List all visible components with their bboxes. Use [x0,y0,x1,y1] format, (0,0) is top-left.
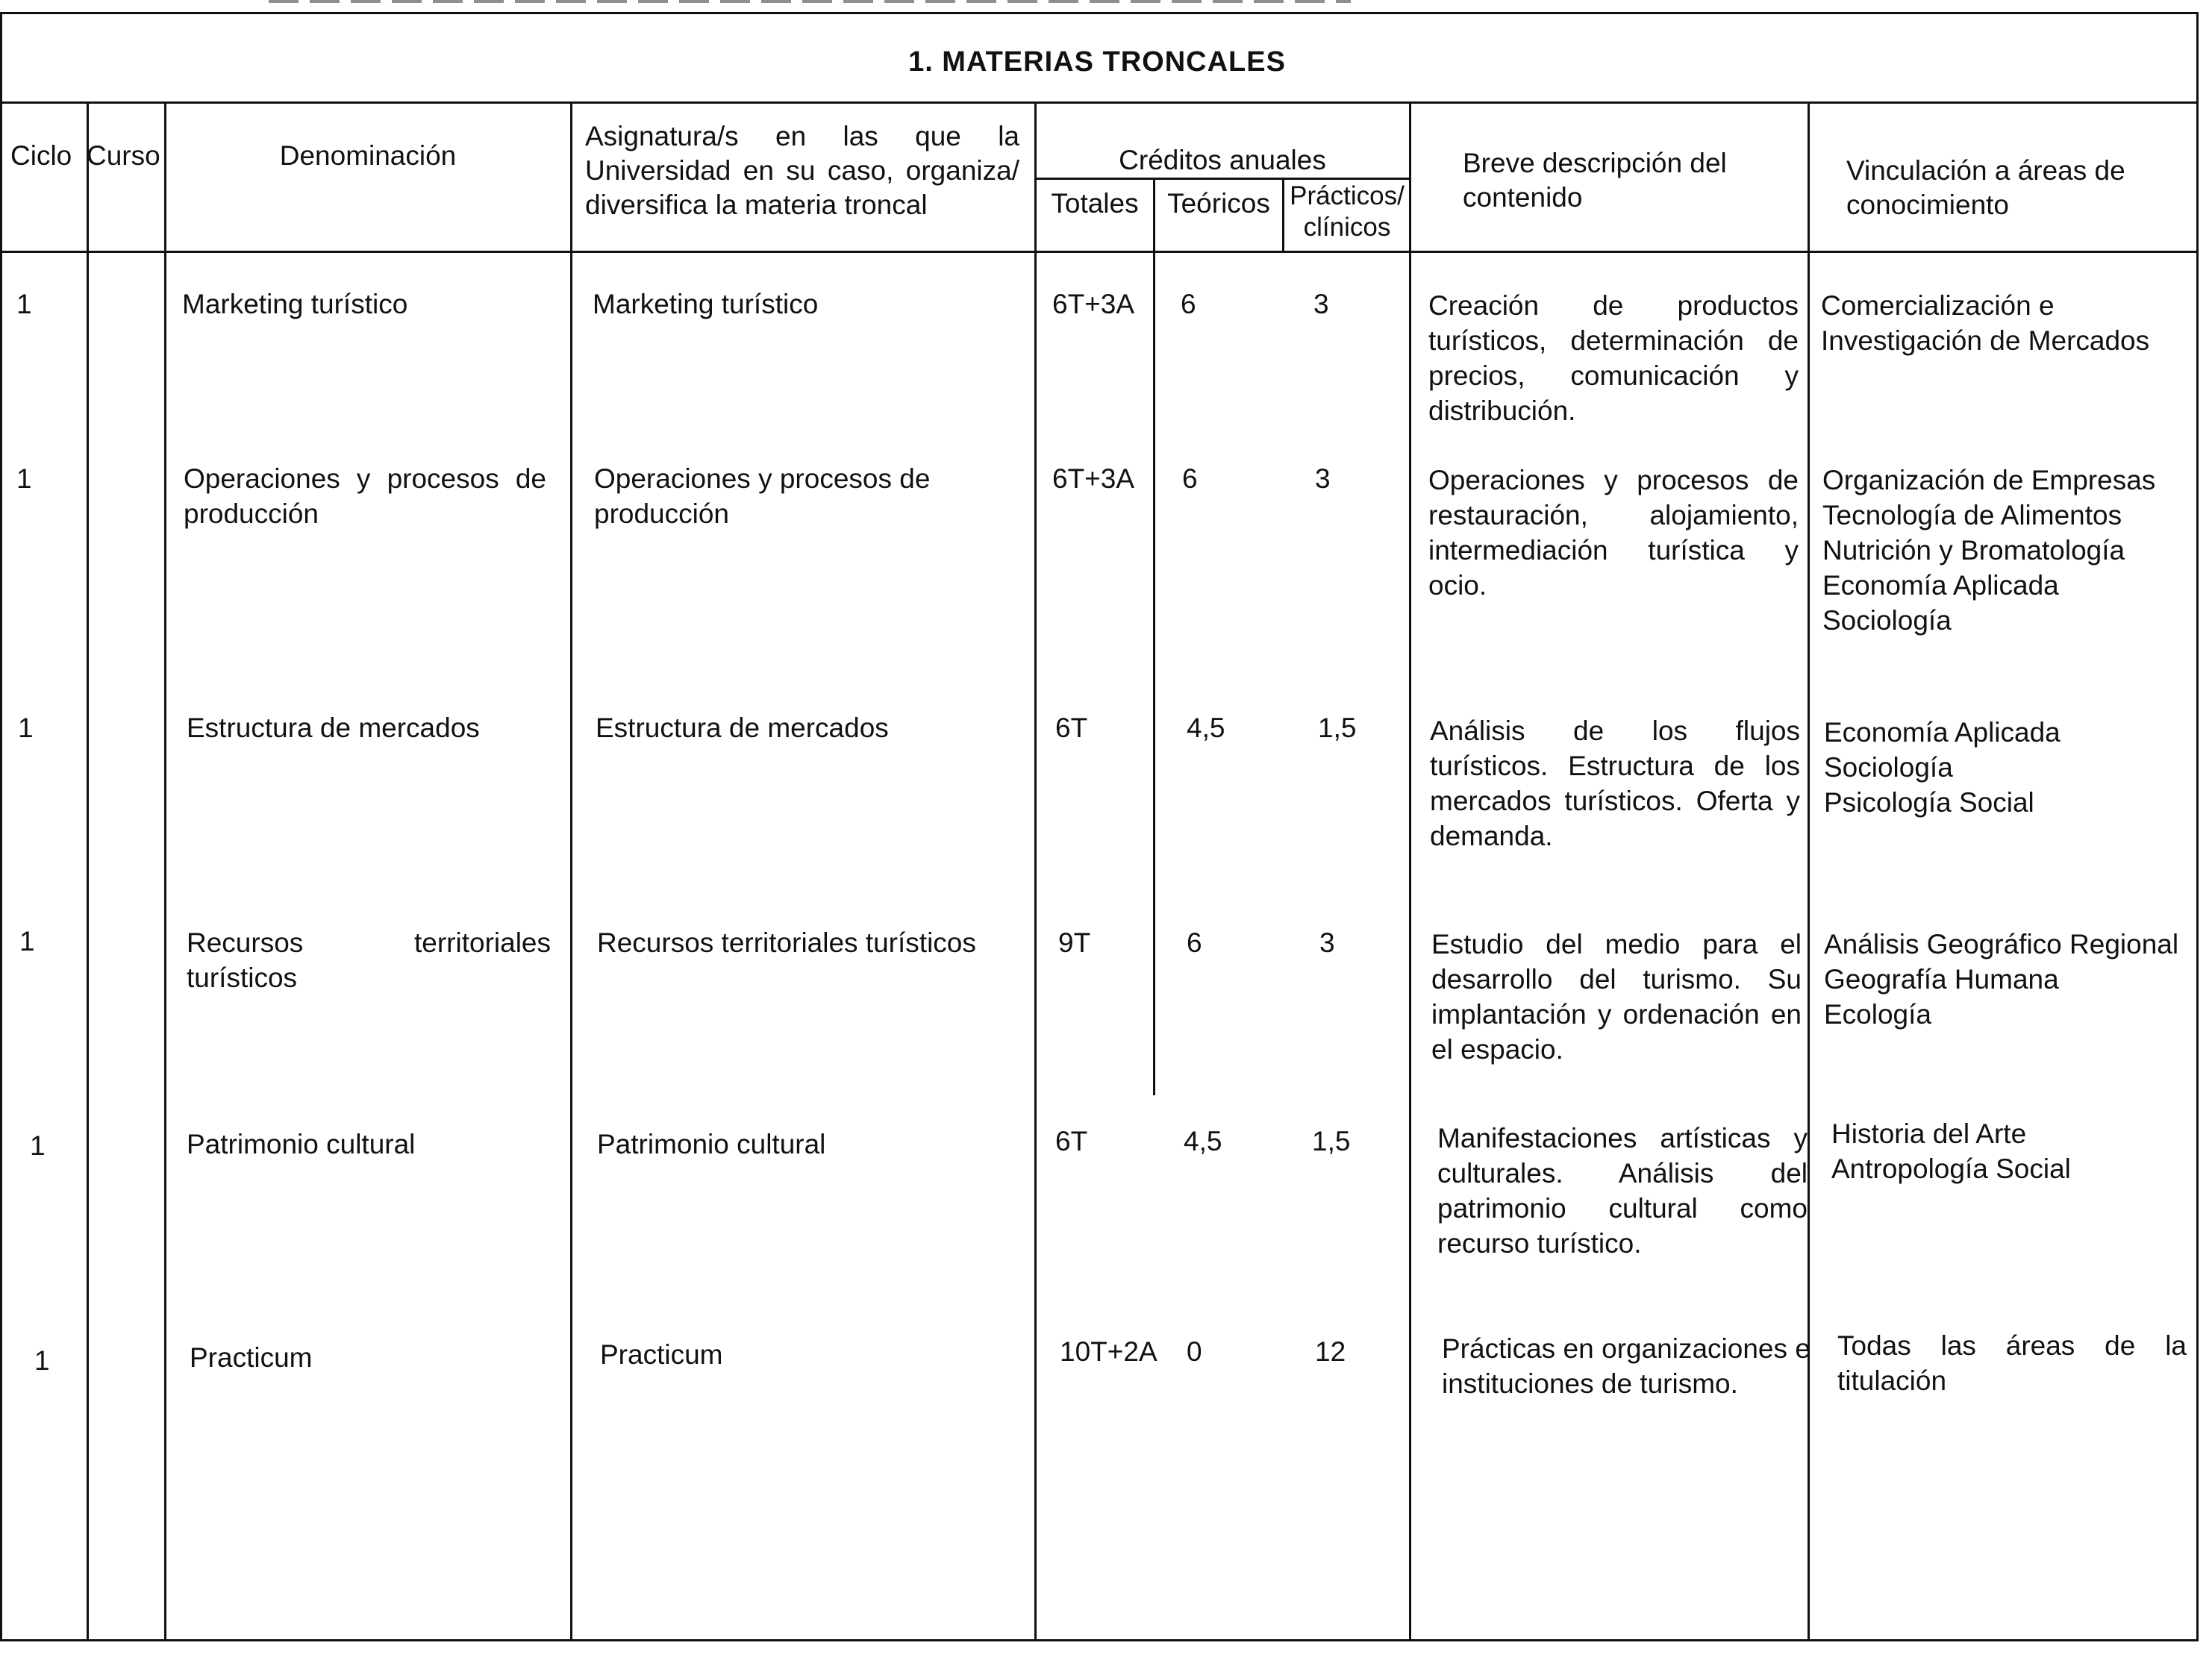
teoricos-cell: 6 [1187,927,1202,958]
header-totales: Totales [1051,188,1139,219]
areas-cell [1831,1116,2190,1186]
descripcion-cell: Estudio del medio para el desarrollo del turismo. Su implantación y ordenación en el espacio. [1431,929,1802,1065]
practicos-cell: 12 [1315,1336,1346,1367]
header-creditos: Créditos anuales [1119,145,1326,175]
ciclo-cell: 1 [30,1130,46,1161]
totales-cell: 10T+2A [1060,1336,1157,1367]
col-rule-curso [164,101,166,1641]
col-rule-creditos [1409,101,1411,1641]
col-rule-descripcion [1808,101,1810,1641]
col-rule-denominacion [570,101,572,1641]
asignatura-cell: Practicum [600,1339,723,1370]
ciclo-cell: 1 [19,926,35,957]
practicos-cell: 1,5 [1318,713,1357,743]
area-item: Antropología Social [1831,1153,2071,1184]
teoricos-cell: 4,5 [1184,1126,1222,1156]
practicos-cell: 3 [1319,927,1335,958]
asignatura-cell: Marketing turístico [593,289,819,319]
areas-cell [1824,715,2197,820]
header-ciclo: Ciclo [10,140,72,171]
teoricos-cell: 0 [1187,1336,1202,1367]
header-curso: Curso [87,140,160,171]
area-item: Comercialización e Investigación de Mercados [1821,290,2150,356]
area-item: Economía Aplicada [1824,717,2061,748]
header-asignaturas: Asignatura/s en las que la Universidad en su caso, organiza/ diversifica la materia troncal [585,121,1019,220]
ciclo-cell: 1 [18,713,34,743]
areas-cell [1824,927,2197,1032]
totales-cell: 6T+3A [1052,289,1135,319]
area-item: Sociología [1822,605,1952,636]
col-rule-asignatura [1034,101,1037,1641]
teoricos-cell: 6 [1181,289,1196,319]
practicos-cell: 3 [1313,289,1329,319]
area-item: Análisis Geográfico Regional [1824,929,2179,959]
area-item: Economía Aplicada [1822,570,2059,601]
header-practicos: Prácticos/ clínicos [1290,181,1405,242]
header-teoricos: Teóricos [1167,188,1270,219]
descripcion-cell: Prácticas en organizaciones e instituciones de turismo. [1442,1333,1810,1399]
col-rule-teoricos [1282,178,1284,252]
asignatura-cell: Patrimonio cultural [597,1129,826,1159]
denominacion-cell: Marketing turístico [182,289,408,319]
scan-artifact-line [269,0,1351,3]
header-denominacion: Denominación [279,140,457,171]
denominacion-cell: Estructura de mercados [187,713,480,743]
col-rule-ciclo [87,101,89,1641]
title-rule [0,101,2199,104]
header-descripcion: Breve descripción del contenido [1463,148,1727,213]
descripcion-cell: Manifestaciones artísticas y culturales. Análisis del patrimonio cultural como recurso turístico. [1437,1123,1808,1259]
practicos-cell: 3 [1315,463,1331,494]
descripcion-cell: Análisis de los flujos turísticos. Estructura de los mercados turísticos. Oferta y demanda. [1430,716,1800,851]
area-item: Sociología [1824,752,1953,783]
denominacion-cell: Recursos territoriales turísticos [187,927,551,993]
areas-cell: Todas las áreas de la titulación [1837,1330,2187,1396]
creditos-subrule [1034,178,1409,180]
totales-cell: 9T [1058,927,1091,958]
totales-cell: 6T [1055,1126,1088,1156]
areas-cell [1822,463,2196,638]
totales-cell: 6T+3A [1052,463,1135,494]
asignatura-cell: Recursos territoriales turísticos [597,927,976,958]
area-item: Ecología [1824,999,1931,1030]
denominacion-cell: Operaciones y procesos de producción [184,463,546,529]
ciclo-cell: 1 [34,1345,50,1376]
area-item: Organización de Empresas [1822,465,2156,495]
denominacion-cell: Practicum [190,1342,313,1373]
area-item: Geografía Humana [1824,964,2059,995]
header-vinculacion: Vinculación a áreas de conocimiento [1846,155,2125,220]
col-rule-totales [1153,178,1155,1095]
ciclo-cell: 1 [16,289,32,319]
table-title: 1. MATERIAS TRONCALES [908,46,1286,78]
area-item: Historia del Arte [1831,1118,2027,1149]
denominacion-cell: Patrimonio cultural [187,1129,416,1159]
ciclo-cell: 1 [16,463,32,494]
area-item: Tecnología de Alimentos [1822,500,2122,530]
asignatura-cell: Estructura de mercados [596,713,889,743]
area-item: Psicología Social [1824,787,2034,818]
header-rule [0,251,2199,253]
asignatura-cell: Operaciones y procesos de producción [594,463,931,529]
totales-cell: 6T [1055,713,1088,743]
areas-cell [1821,288,2194,358]
descripcion-cell: Operaciones y procesos de restauración, alojamiento, intermediación turística y ocio. [1428,465,1799,601]
area-item: Nutrición y Bromatología [1822,535,2125,566]
descripcion-cell: Creación de productos turísticos, determinación de precios, comunicación y distribución. [1428,290,1799,426]
teoricos-cell: 4,5 [1187,713,1225,743]
teoricos-cell: 6 [1182,463,1198,494]
practicos-cell: 1,5 [1312,1126,1351,1156]
